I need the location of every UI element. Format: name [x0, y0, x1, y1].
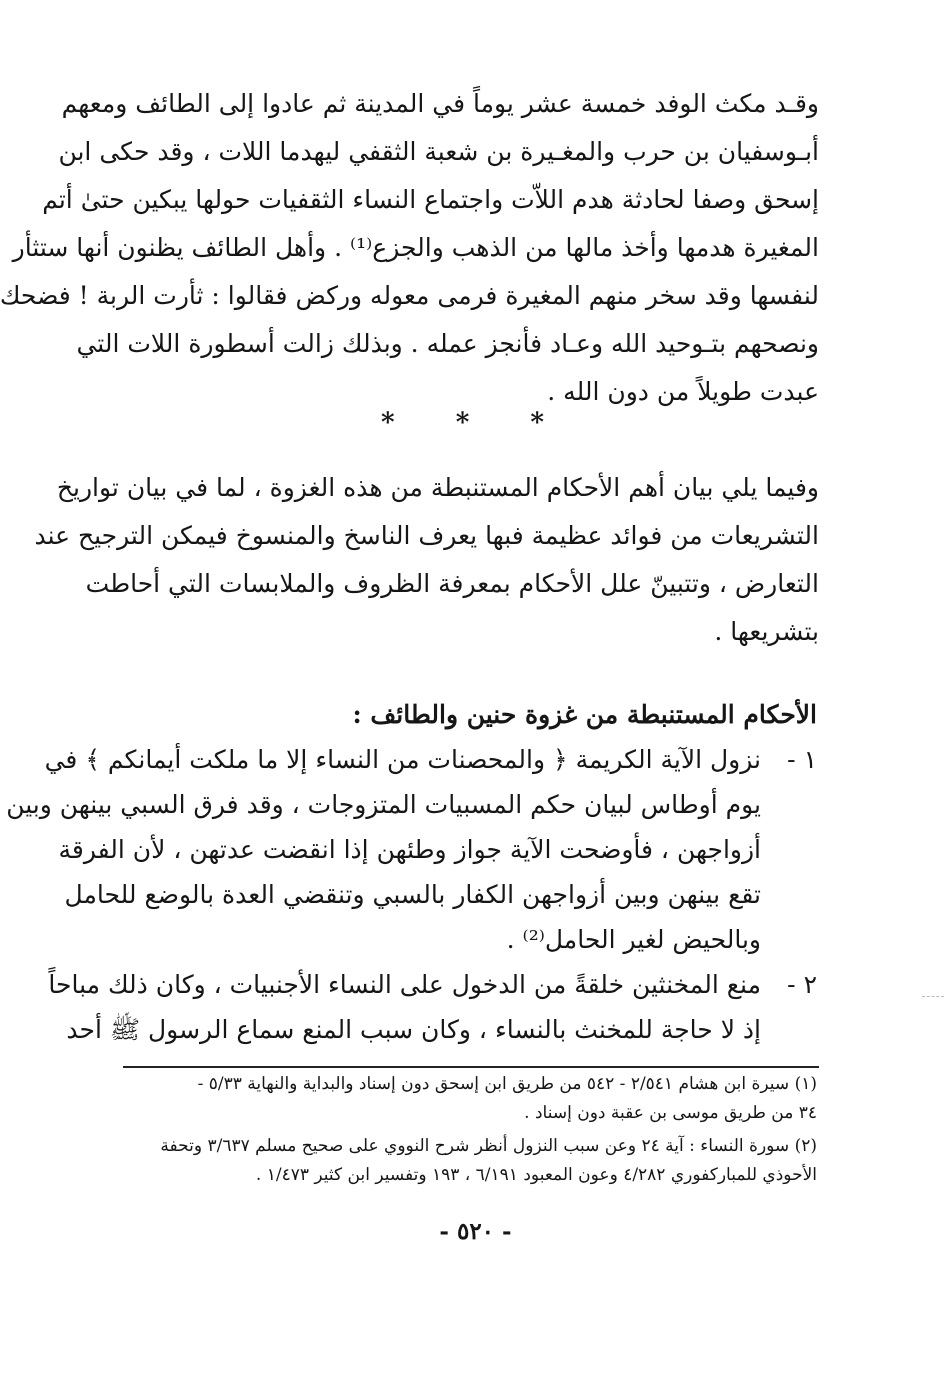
list-item-number: ٢ - — [787, 970, 817, 999]
list-item-line: أزواجهن ، فأوضحت الآية جواز وطئهن إذا انقضت عدتهن ، لأن الفرقة — [58, 835, 761, 864]
paragraph-1-line: أبـوسفيان بن حرب والمغـيرة بن شعبة الثقفي ليهدما اللات ، وقد حكى ابن — [58, 137, 819, 166]
footnote-line: ٣٤ من طريق موسى بن عقبة دون إسناد . — [524, 1103, 817, 1123]
list-item-number: ١ - — [787, 745, 817, 774]
paragraph-2-line: التعارض ، وتتبينّ علل الأحكام بمعرفة الظروف والملابسات التي أحاطت — [85, 569, 819, 598]
paragraph-2 — [34, 464, 819, 656]
paragraph-1-line: ونصحهم بتـوحيد الله وعـاد فأنجز عمله . وبذلك زالت أسطورة اللات التي — [76, 329, 819, 358]
section-heading: الأحكام المستنبطة من غزوة حنين والطائف : — [352, 700, 817, 729]
paragraph-1-line: لنفسها وقد سخر منهم المغيرة فرمى معوله وركض فقالوا : ثأرت الربة ! فضحك — [0, 281, 819, 310]
list-item-body — [6, 737, 761, 962]
footnote-line: الأحوذي للمباركفوري ٤/٢٨٢ وعون المعبود ٦/١٩١ ، ١٩٣ وتفسير ابن كثير ١/٤٧٣ . — [255, 1165, 817, 1185]
page-number: - ٥٢٠ - — [439, 1218, 512, 1245]
list-item-body — [48, 962, 761, 1052]
paragraph-1-line: وقـد مكث الوفد خمسة عشر يوماً في المدينة ثم عادوا إلى الطائف ومعهم — [61, 89, 819, 118]
section-separator: * * * — [381, 408, 570, 438]
paragraph-1-line: إسحق وصفا لحادثة هدم اللاّت واجتماع النساء الثقفيات حولها يبكين حتىٰ أتم — [42, 185, 819, 214]
paragraph-1-line: المغيرة هدمها وأخذ مالها من الذهب والجزع⁽¹⁾ . وأهل الطائف يظنون أنها ستثأر — [12, 233, 819, 262]
list-item-line: نزول الآية الكريمة ﴿ والمحصنات من النساء إلا ما ملكت أيمانكم ﴾ في — [44, 745, 761, 774]
paragraph-1 — [0, 80, 819, 416]
list-item-line: يوم أوطاس لبيان حكم المسبيات المتزوجات ، وقد فرق السبي بينهن وبين — [6, 790, 761, 819]
list-item-line: تقع بينهن وبين أزواجهن الكفار بالسبي وتنقضي العدة بالوضع للحامل — [64, 880, 761, 909]
footnote-line: (١) سيرة ابن هشام ٢/٥٤١ - ٥٤٢ من طريق ابن إسحق دون إسناد والبداية والنهاية ٥/٣٣ - — [197, 1074, 817, 1094]
footnote — [109, 1132, 817, 1190]
list-item — [48, 962, 817, 1052]
list-item-line: منع المخنثين خلقةً من الدخول على النساء الأجنبيات ، وكان ذلك مباحاً — [48, 970, 761, 999]
footnote-line: (٢) سورة النساء : آية ٢٤ وعن سبب النزول أنظر شرح النووي على صحيح مسلم ٣/٦٣٧ وتحفة — [160, 1136, 817, 1156]
paragraph-2-line: وفيما يلي بيان أهم الأحكام المستنبطة من هذه الغزوة ، لما في بيان تواريخ — [56, 473, 819, 502]
footnotes — [109, 1070, 817, 1194]
list-item-line: إذ لا حاجة للمخنث بالنساء ، وكان سبب المنع سماع الرسول ﷺ أحد — [66, 1015, 761, 1044]
paragraph-2-line: التشريعات من فوائد عظيمة فبها يعرف الناسخ والمنسوخ فيمكن الترجيح عند — [34, 521, 819, 550]
footnote — [109, 1070, 817, 1128]
footnote-divider — [123, 1066, 819, 1068]
paragraph-1-line: عبدت طويلاً من دون الله . — [547, 377, 819, 406]
paragraph-2-line: بتشريعها . — [714, 617, 819, 646]
rulings-list — [6, 737, 817, 1052]
list-item-line: وبالحيض لغير الحامل⁽²⁾ . — [506, 925, 761, 954]
scan-speck — [922, 996, 944, 997]
list-item — [6, 737, 817, 962]
